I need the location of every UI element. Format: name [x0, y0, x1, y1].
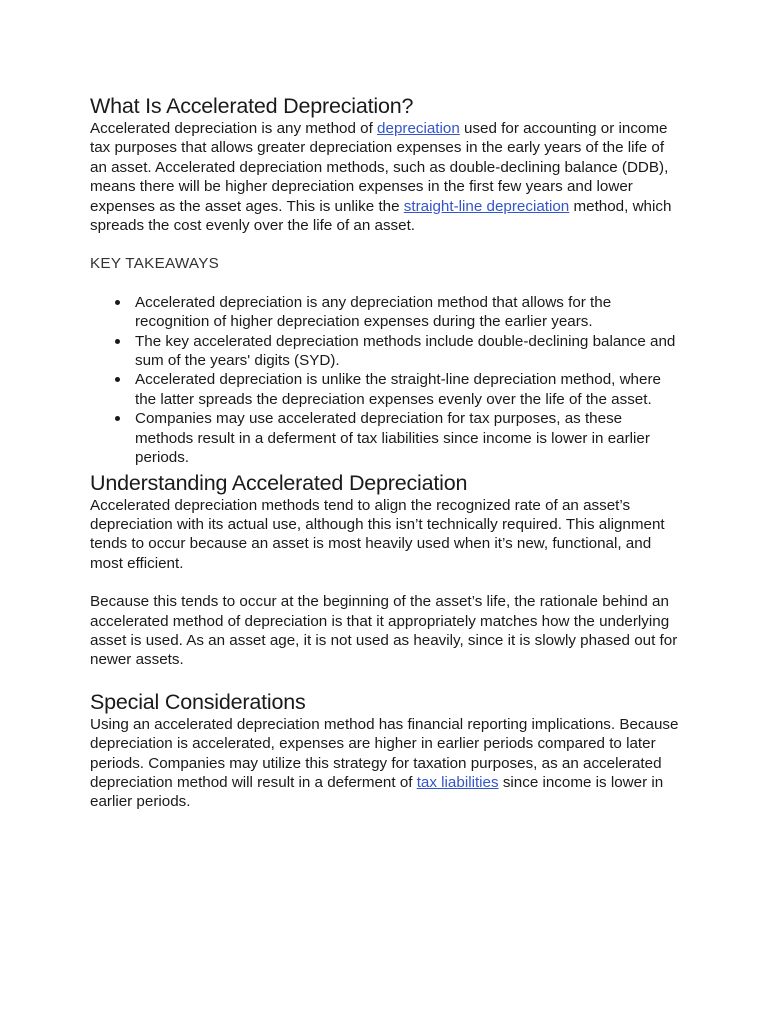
special-text-1: Using an accelerated depreciation method has financial reporting implications. Because depreciation is accelerated, expenses are higher in earlier periods compared to later periods. Companies may utilize this strategy for taxation purposes, as an accelerated depreciation method will result in a deferment of: [90, 715, 679, 791]
heading-what-is-accelerated-depreciation: What Is Accelerated Depreciation?: [90, 94, 414, 118]
heading-special-considerations: Special Considerations: [90, 689, 306, 714]
list-item: The key accelerated depreciation methods include double-declining balance and sum of the years' digits (SYD).: [135, 332, 680, 371]
list-item: Companies may use accelerated depreciation for tax purposes, as these methods result in a deferment of tax liabilities since income is lower in earlier periods.: [135, 409, 680, 467]
list-item: Accelerated depreciation is unlike the straight-line depreciation method, where the latter spreads the depreciation expenses evenly over the life of the asset.: [135, 370, 680, 409]
understanding-paragraph-1: Accelerated depreciation methods tend to align the recognized rate of an asset’s depreciation with its actual use, although this isn’t technically required. This alignment tends to occur because an asset is most heavily used when it’s new, functional, and most efficient.: [90, 496, 665, 572]
key-takeaways-list: [90, 293, 680, 468]
special-text-2: since income is lower in earlier periods.: [90, 773, 664, 811]
depreciation-link[interactable]: depreciation: [377, 120, 460, 137]
intro-text-2: used for accounting or income tax purposes that allows greater depreciation expenses in the early years of the life of an asset. Accelerated depreciation methods, such as double-declining balance (DDB), means there will be higher depreciation expenses in the first few years and lower expenses as the asset ages. This is unlike the: [90, 120, 669, 215]
key-takeaways-heading: KEY TAKEAWAYS: [90, 255, 220, 273]
list-item: Accelerated depreciation is any depreciation method that allows for the recognition of higher depreciation expenses during the earlier years.: [135, 293, 680, 332]
straight-line-depreciation-link[interactable]: straight-line depreciation: [403, 197, 570, 215]
intro-text-1: Accelerated depreciation is any method of: [90, 120, 378, 137]
intro-text-3: method, which spreads the cost evenly over the life of an asset.: [90, 197, 672, 235]
special-considerations-paragraph: [90, 715, 680, 812]
heading-understanding-accelerated-depreciation: Understanding Accelerated Depreciation: [90, 470, 468, 495]
tax-liabilities-link[interactable]: tax liabilities: [416, 773, 499, 791]
document-page: [90, 93, 680, 812]
intro-paragraph: [90, 119, 680, 235]
understanding-paragraph-2: Because this tends to occur at the beginning of the asset’s life, the rationale behind an accelerated method of depreciation is that it appropriately matches how the underlying asset is used. As an asset age, it is not used as heavily, since it is slowly phased out for newer assets.: [90, 593, 678, 669]
